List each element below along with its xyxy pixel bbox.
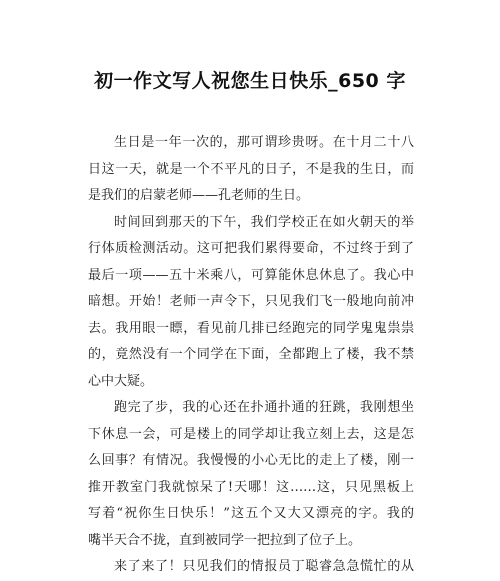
text-line: 最后一项——五十米乘八，可算能休息休息了。我心中 — [88, 267, 414, 283]
text-line: 行体质检测活动。这可把我们累得要命，不过终于到了 — [88, 241, 414, 256]
text-line: 么回事？有情况。我慢慢的小心无比的走上了楼，刚一 — [88, 453, 414, 468]
document-body — [88, 130, 414, 581]
document-title: 初一作文写人祝您生日快乐_650 字 — [94, 70, 406, 92]
text-line: 的，竟然没有一个同学在下面，全都跑上了楼，我不禁 — [88, 347, 414, 362]
text-line: 心中大疑。 — [88, 373, 154, 389]
text-line: 去。我用眼一瞟，看见前几排已经跑完的同学鬼鬼祟祟 — [88, 320, 414, 336]
text-line: 跑完了步，我的心还在扑通扑通的狂跳，我刚想坐 — [114, 400, 414, 415]
text-line: 暗想。开始！老师一声令下，只见我们飞一般地向前冲 — [88, 294, 414, 309]
text-line: 写着“祝你生日快乐！”这五个又大又漂亮的字。我的 — [88, 506, 414, 521]
text-line: 下休息一会，可是楼上的同学却让我立刻上去，这是怎 — [88, 426, 414, 442]
text-line: 日这一天，就是一个不平凡的日子，不是我的生日，而 — [88, 161, 414, 177]
text-line: 生日是一年一次的，那可谓珍贵呀。在十月二十八 — [114, 135, 414, 150]
text-line: 来了来了！只见我们的情报员丁聪睿急急慌忙的从 — [114, 559, 414, 574]
text-line: 推开教室门我就惊呆了!天哪！这……这，只见黑板上 — [88, 479, 414, 495]
text-line: 嘴半天合不拢，直到被同学一把拉到了位子上。 — [88, 532, 362, 548]
text-line: 时间回到那天的下午，我们学校正在如火朝天的举 — [114, 214, 414, 230]
text-line: 是我们的启蒙老师——孔老师的生日。 — [88, 188, 310, 203]
